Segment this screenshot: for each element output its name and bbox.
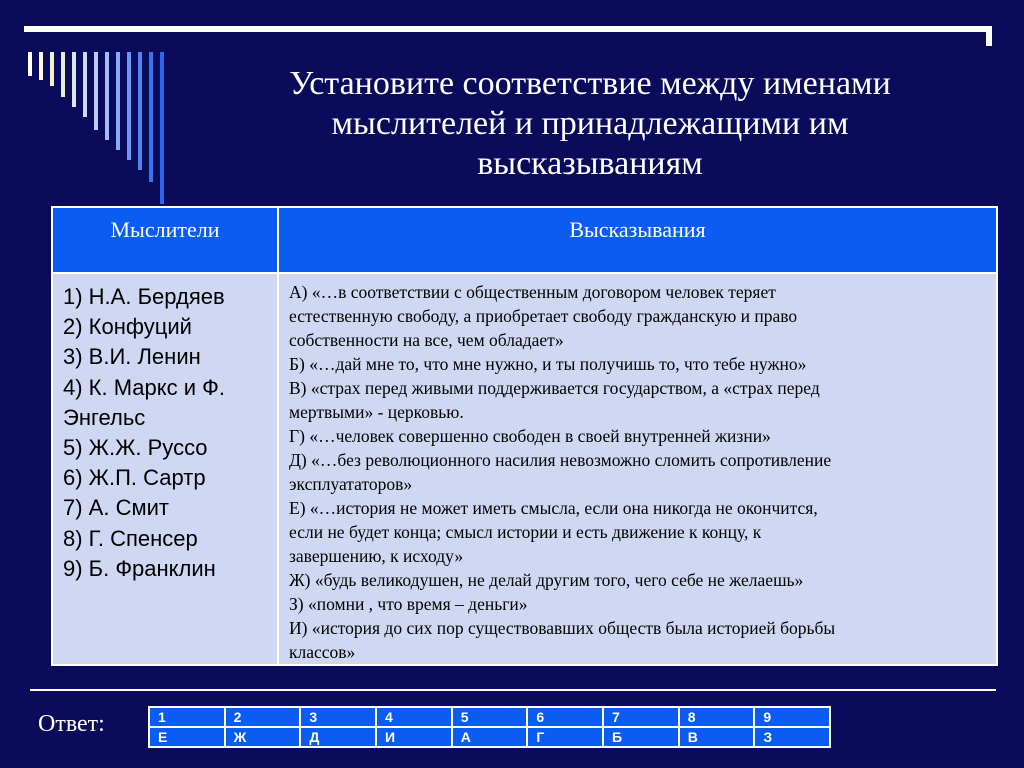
slide-title	[220, 64, 960, 184]
title-line: Установите соответствие между именами	[289, 65, 891, 102]
answer-letters-row	[150, 728, 829, 746]
matching-table	[51, 206, 998, 666]
answer-letter: Ж	[226, 728, 300, 746]
deco-bar	[72, 52, 76, 107]
answer-letter: А	[453, 728, 527, 746]
answer-number: 9	[755, 708, 829, 726]
answer-number: 6	[528, 708, 602, 726]
deco-bar	[39, 52, 43, 80]
deco-bar	[94, 52, 98, 130]
answer-number: 3	[301, 708, 375, 726]
thinker-item: 1) Н.А. Бердяев	[63, 284, 225, 309]
deco-bar	[28, 52, 32, 76]
deco-bar	[116, 52, 120, 150]
answer-letter: Г	[528, 728, 602, 746]
quotes-cell	[279, 274, 996, 664]
answer-letter: В	[680, 728, 754, 746]
quote-line: З) «помни , что время – деньги»	[289, 594, 528, 614]
thinkers-cell	[53, 274, 277, 664]
answer-letter: Б	[604, 728, 678, 746]
frame-bottom-line	[30, 689, 996, 691]
thinker-item: 8) Г. Спенсер	[63, 525, 198, 551]
quote-line: Ж) «будь великодушен, не делай другим того, чего себе не желаешь»	[289, 570, 804, 590]
deco-bar	[127, 52, 131, 160]
answer-numbers-row	[150, 708, 829, 726]
quote-line: А) «…в соответствии с общественным договором человек теряет	[289, 282, 776, 302]
thinker-item: Энгельс	[63, 404, 146, 430]
title-line: мыслителей и принадлежащими им	[331, 105, 849, 142]
quote-line: естественную свободу, а приобретает свободу гражданскую и право	[289, 306, 798, 326]
quote-line: эксплуататоров»	[289, 474, 413, 494]
deco-bar	[149, 52, 153, 182]
frame-right-line	[986, 26, 992, 46]
header-quotes: Высказывания	[279, 208, 996, 272]
thinker-item: 3) В.И. Ленин	[63, 344, 201, 370]
answer-label: Ответ:	[38, 711, 105, 737]
answer-number: 8	[680, 708, 754, 726]
answer-letter: Е	[150, 728, 224, 746]
deco-bar	[105, 52, 109, 140]
quote-line: Д) «…без революционного насилия невозможно сломить сопротивление	[289, 450, 832, 470]
thinker-item: 4) К. Маркс и Ф.	[63, 374, 225, 400]
answer-letter: Д	[301, 728, 375, 746]
thinker-item: 5) Ж.Ж. Руссо	[63, 435, 208, 461]
frame-top-line	[24, 26, 992, 32]
answer-number: 7	[604, 708, 678, 726]
answer-number: 5	[453, 708, 527, 726]
answer-number: 2	[226, 708, 300, 726]
deco-bar	[160, 52, 164, 204]
thinker-item: 2) Конфуций	[63, 314, 192, 340]
deco-bar	[83, 52, 87, 117]
answer-letter: И	[377, 728, 451, 746]
quote-line: если не будет конца; смысл истории и есть движение к концу, к	[289, 522, 762, 542]
answer-table	[148, 706, 831, 748]
quote-line: И) «история до сих пор существовавших обществ была историей борьбы	[289, 618, 836, 638]
deco-bar	[50, 52, 54, 86]
deco-bar	[61, 52, 65, 97]
quote-line: мертвыми» - церковью.	[289, 402, 464, 422]
thinker-item: 9) Б. Франклин	[63, 555, 216, 581]
answer-number: 1	[150, 708, 224, 726]
quote-line: Г) «…человек совершенно свободен в своей внутренней жизни»	[289, 426, 771, 446]
thinker-item: 7) А. Смит	[63, 495, 169, 521]
header-thinkers: Мыслители	[53, 208, 277, 272]
quote-line: Б) «…дай мне то, что мне нужно, и ты получишь то, что тебе нужно»	[289, 354, 807, 374]
quote-line: классов»	[289, 642, 356, 662]
quote-line: собственности на все, чем обладает»	[289, 330, 564, 350]
answer-number: 4	[377, 708, 451, 726]
quote-line: завершению, к исходу»	[289, 546, 464, 566]
quote-line: Е) «…история не может иметь смысла, если она никогда не окончится,	[289, 498, 818, 518]
deco-bar	[138, 52, 142, 170]
thinker-item: 6) Ж.П. Сартр	[63, 465, 206, 491]
quote-line: В) «страх перед живыми поддерживается государством, а «страх перед	[289, 378, 820, 398]
answer-letter: З	[755, 728, 829, 746]
title-line: высказываниям	[477, 145, 703, 182]
